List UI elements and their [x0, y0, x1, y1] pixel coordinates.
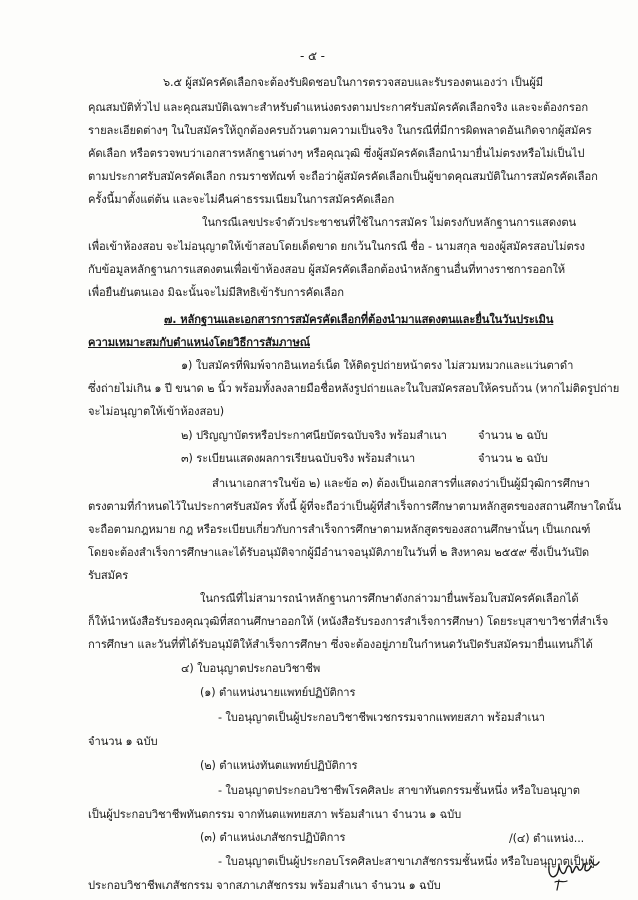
item-1-line-3: จะไม่อนุญาตให้เข้าห้องสอบ) [88, 405, 225, 418]
cert-para-line-3: การศึกษา และวันที่ที่ได้รับอนุมัติให้สำเร็จการศึกษา ซึ่งจะต้องอยู่ภายในกำหนดวันปิดรับสมัครมายื่นแทนก็ได้ [88, 638, 593, 651]
item-1-line-2: ซึ่งถ่ายไม่เกิน ๑ ปี ขนาด ๒ นิ้ว พร้อมทั้งลงลายมือชื่อหลังรูปถ่ายและในใบสมัครสอบให้ครบถ้วน (หากไม่ติดรูปถ่าย [88, 382, 620, 395]
item-4-sub-1-line-1: - ใบอนุญาตเป็นผู้ประกอบวิชาชีพเวชกรรมจากแพทยสภา พร้อมสำเนา [218, 711, 545, 724]
s65-line-5: ตามประกาศรับสมัครคัดเลือก กรมราชทัณฑ์ จะถือว่าผู้สมัครคัดเลือกเป็นผู้ขาดคุณสมบัติในการสมัครคัดเลือก [88, 170, 598, 183]
copy-para-line-1: สำเนาเอกสารในข้อ ๒) และข้อ ๓) ต้องเป็นเอกสารที่แสดงว่าเป็นผู้มีวุฒิการศึกษา [212, 477, 590, 490]
item-3-quantity: จำนวน ๒ ฉบับ [478, 452, 548, 465]
item-4-sub-2-line-2: เป็นผู้ประกอบวิชาชีพทันตกรรม จากทันตแพทยสภา พร้อมสำเนา จำนวน ๑ ฉบับ [88, 808, 462, 821]
item-4-sub-2-title: (๒) ตำแหน่งทันตแพทย์ปฏิบัติการ [200, 759, 358, 772]
copy-para-line-3: จะถือตามกฎหมาย กฎ หรือระเบียบเกี่ยวกับการสำเร็จการศึกษาตามหลักสูตรของสถานศึกษานั้นๆ เป็นเกณฑ์ [88, 523, 591, 536]
s65-line-6: ครั้งนี้มาตั้งแต่ต้น และจะไม่คืนค่าธรรมเนียมในการสมัครคัดเลือก [88, 193, 395, 206]
copy-para-line-4: โดยจะต้องสำเร็จการศึกษาและได้รับอนุมัติจากผู้มีอำนาจอนุมัติภายในวันที่ ๒ สิงหาคม ๒๕๕๙ ซึ่งเป็นวันปิด [88, 546, 590, 559]
section-7-heading-line-1: ๗. หลักฐานและเอกสารการสมัครคัดเลือกที่ต้องนำมาแสดงตนและยื่นในวันประเมิน [164, 313, 554, 326]
copy-para-line-2: ตรงตามที่กำหนดไว้ในประกาศรับสมัคร ทั้งนี้ ผู้ที่จะถือว่าเป็นผู้ที่สำเร็จการศึกษาตามหลักสูตรของสถานศึกษาใดนั้น [88, 500, 622, 513]
section-7-heading-line-2: ความเหมาะสมกับตำแหน่งโดยวิธีการสัมภาษณ์ [88, 336, 311, 349]
item-4-sub-3-line-1: - ใบอนุญาตเป็นผู้ประกอบโรคศิลปะสาขาเภสัชกรรมชั้นหนึ่ง หรือใบอนุญาตเป็นผู้ [218, 855, 595, 868]
id-para-line-3: กับข้อมูลหลักฐานการแสดงตนเพื่อเข้าห้องสอบ ผู้สมัครคัดเลือกต้องนำหลักฐานอื่นที่ทางราชการออกให้ [88, 263, 566, 276]
s65-line-3: รายละเอียดต่างๆ ในใบสมัครให้ถูกต้องครบถ้วนตามความเป็นจริง ในกรณีที่มีการผิดพลาดอันเกิดจากผู้สมัคร [88, 124, 592, 137]
item-4-sub-3-line-2: ประกอบวิชาชีพเภสัชกรรม จากสภาเภสัชกรรม พร้อมสำเนา จำนวน ๑ ฉบับ [88, 879, 441, 892]
s65-line-4: คัดเลือก หรือตรวจพบว่าเอกสารหลักฐานต่างๆ หรือคุณวุฒิ ซึ่งผู้สมัครคัดเลือกนำมายื่นไม่ตรงหรือไม่เป็นไป [88, 147, 585, 160]
item-4-sub-1-title: (๑) ตำแหน่งนายแพทย์ปฏิบัติการ [200, 686, 356, 699]
continuation-marker: /(๔) ตำแหน่ง... [509, 832, 585, 845]
item-4-sub-3-title: (๓) ตำแหน่งเภสัชกรปฏิบัติการ [200, 831, 346, 844]
page-number: - ๕ - [300, 49, 325, 63]
s65-line-1: ๖.๕ ผู้สมัครคัดเลือกจะต้องรับผิดชอบในการตรวจสอบและรับรองตนเองว่า เป็นผู้มี [163, 76, 544, 89]
cert-para-line-2: ก็ให้นำหนังสือรับรองคุณวุฒิที่สถานศึกษาออกให้ (หนังสือรับรองการสำเร็จการศึกษา) โดยระบุสาขาวิชาที่สำเร็จ [88, 615, 609, 628]
item-4-sub-2-line-1: - ใบอนุญาตประกอบวิชาชีพโรคศิลปะ สาขาทันตกรรมชั้นหนึ่ง หรือใบอนุญาต [218, 784, 580, 797]
id-para-line-1: ในกรณีเลขประจำตัวประชาชนที่ใช้ในการสมัคร ไม่ตรงกับหลักฐานการแสดงตน [202, 216, 577, 229]
copy-para-line-5: รับสมัคร [88, 569, 129, 582]
cert-para-line-1: ในกรณีที่ไม่สามารถนำหลักฐานการศึกษาดังกล่าวมายื่นพร้อมใบสมัครคัดเลือกได้ [200, 592, 579, 605]
id-para-line-2: เพื่อเข้าห้องสอบ จะไม่อนุญาตให้เข้าสอบโดยเด็ดขาด ยกเว้นในกรณี ชื่อ - นามสกุล ของผู้สมัครสอบไม่ตรง [88, 240, 585, 253]
item-1-line-1: ๑) ใบสมัครที่พิมพ์จากอินเทอร์เน็ต ให้ติดรูปถ่ายหน้าตรง ไม่สวมหมวกและแว่นตาดำ [181, 359, 574, 372]
handwritten-signature [545, 852, 603, 894]
item-2-quantity: จำนวน ๒ ฉบับ [478, 429, 548, 442]
item-4-title: ๔) ใบอนุญาตประกอบวิชาชีพ [181, 662, 321, 675]
id-para-line-4: เพื่อยืนยันตนเอง มิฉะนั้นจะไม่มีสิทธิเข้ารับการคัดเลือก [88, 286, 344, 299]
item-4-sub-1-line-2: จำนวน ๑ ฉบับ [88, 735, 158, 748]
s65-line-2: คุณสมบัติทั่วไป และคุณสมบัติเฉพาะสำหรับตำแหน่งตรงตามประกาศรับสมัครคัดเลือกจริง และจะต้องกรอก [88, 101, 589, 114]
item-2-text: ๒) ปริญญาบัตรหรือประกาศนียบัตรฉบับจริง พร้อมสำเนา [181, 429, 447, 442]
item-3-text: ๓) ระเบียนแสดงผลการเรียนฉบับจริง พร้อมสำเนา [181, 452, 416, 465]
